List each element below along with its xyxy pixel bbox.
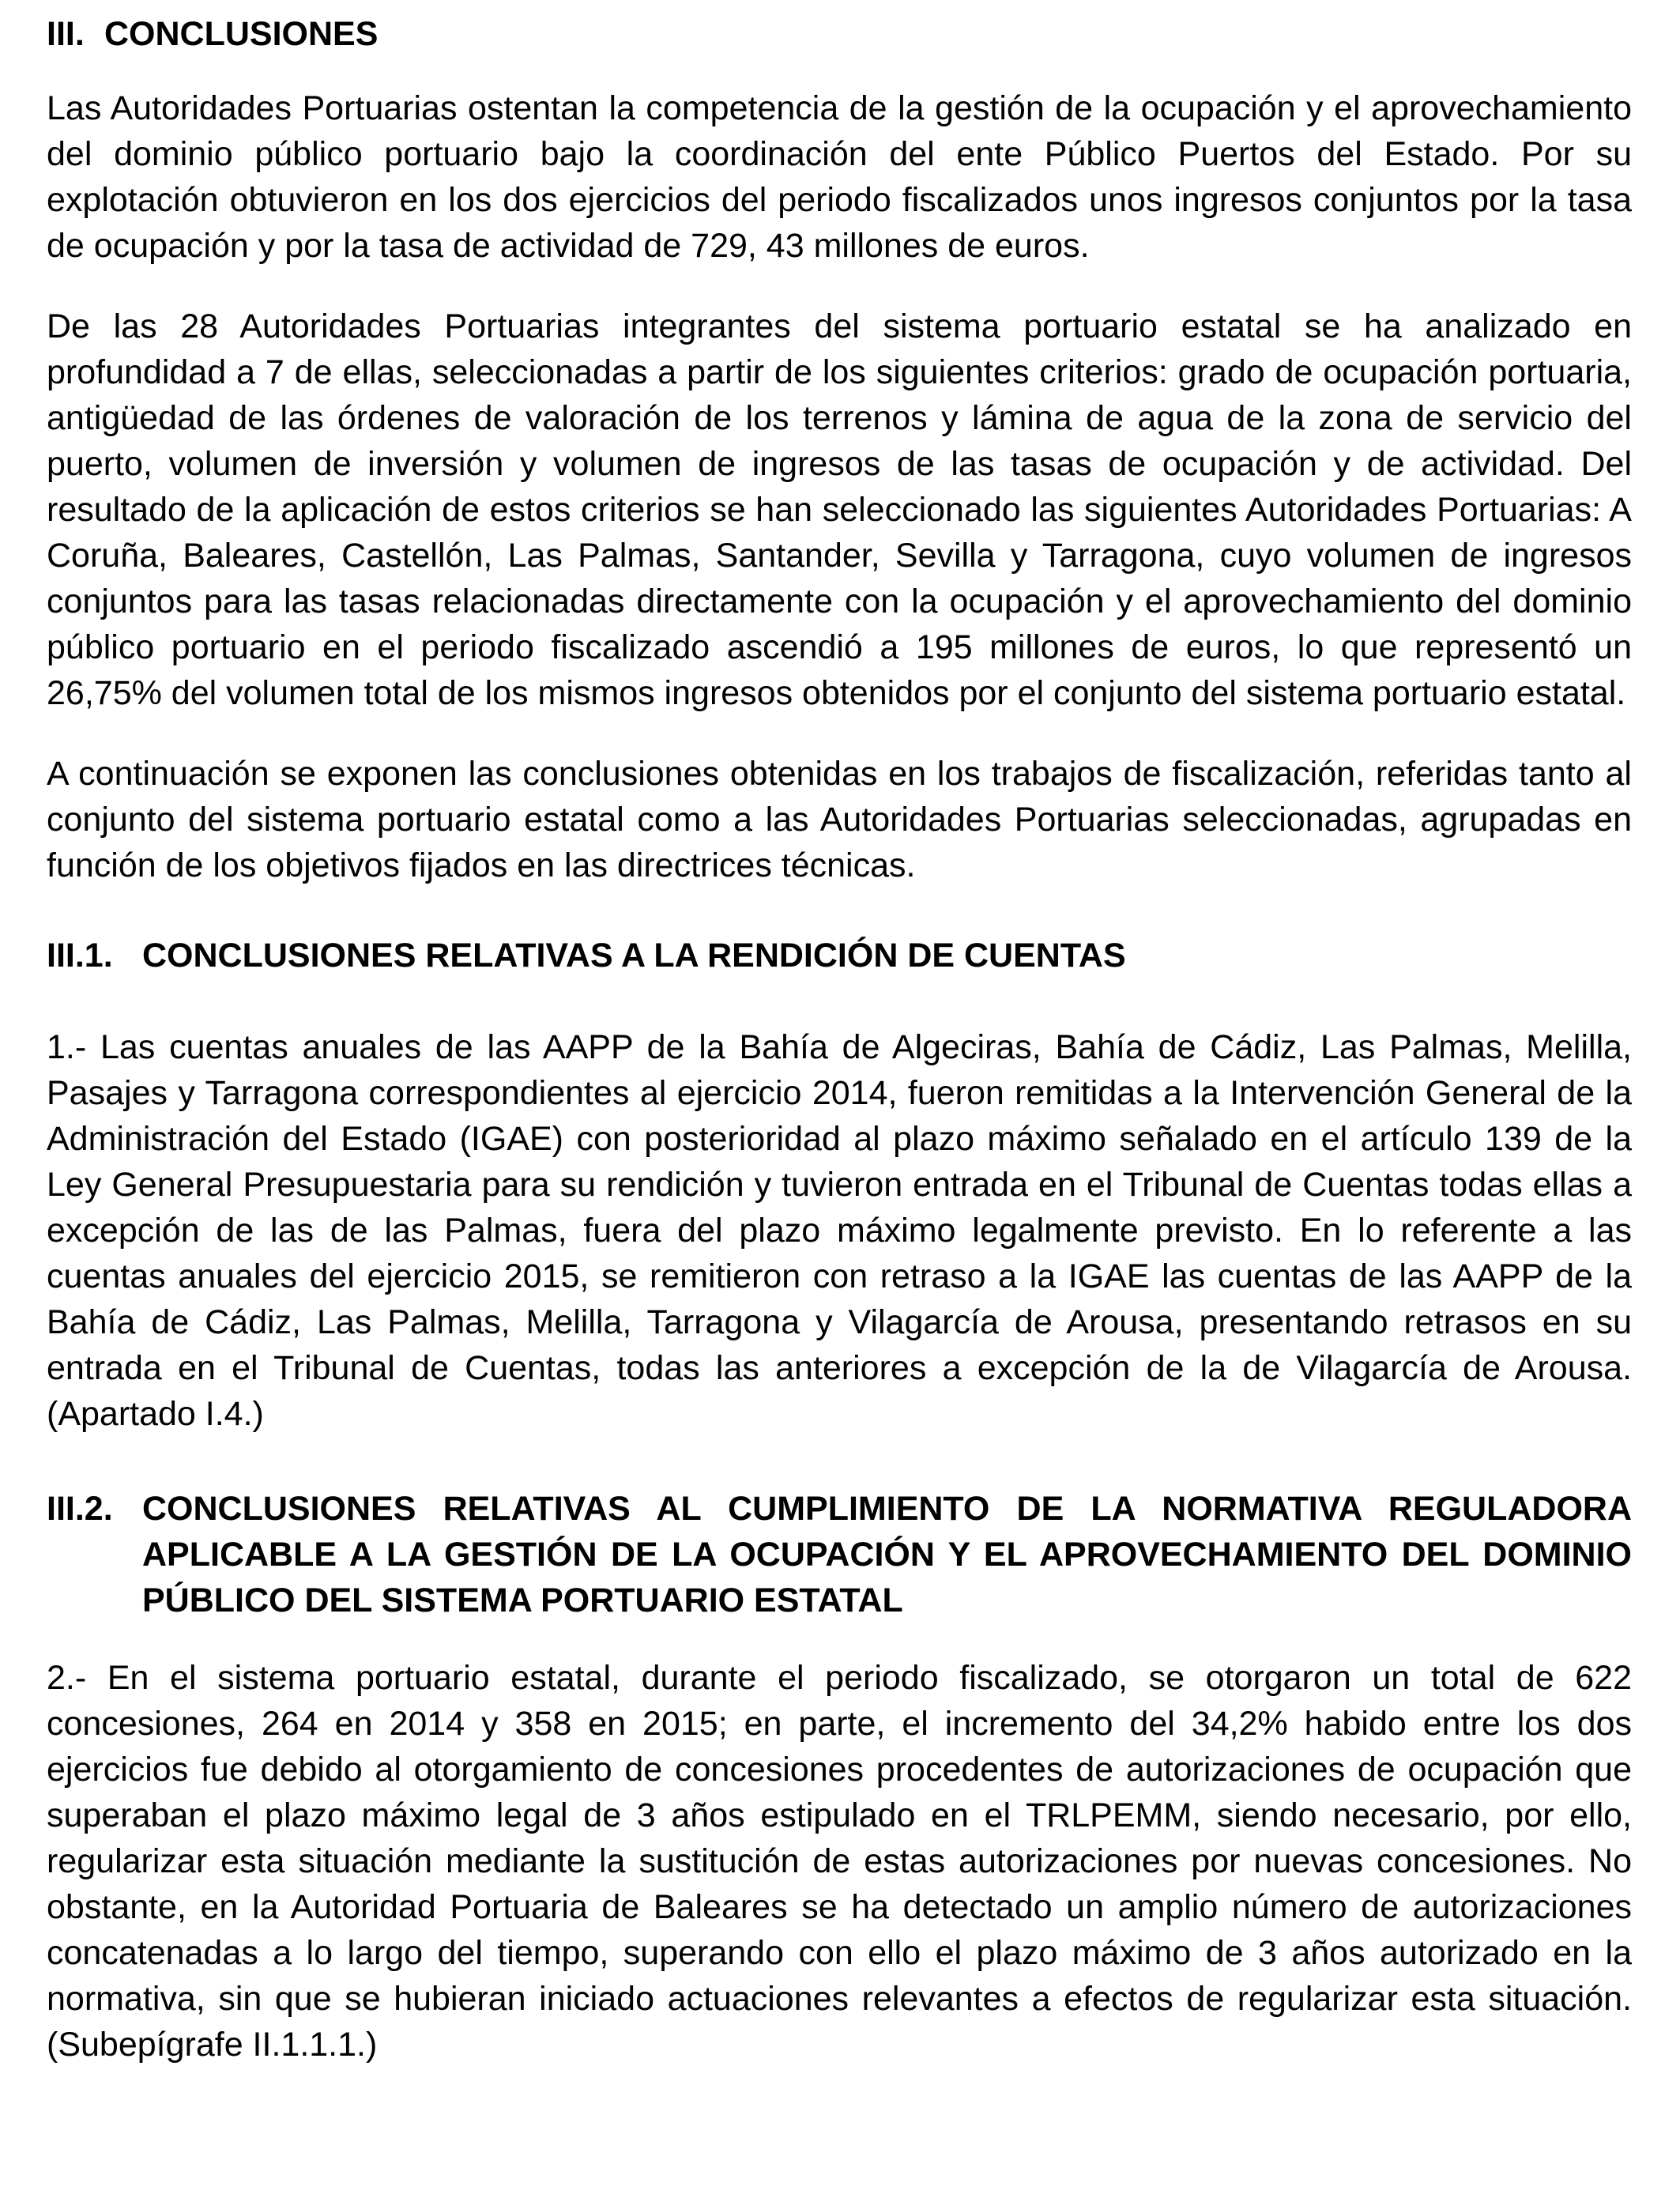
section-title: CONCLUSIONES bbox=[104, 15, 379, 53]
intro-paragraph-3: A continuación se exponen las conclusiones obtenidas en los trabajos de fiscalización, referidas tanto al conjunto del sistema portuario estatal como a las Autoridades Portuarias seleccionadas, agrupadas en función de los objetivos fijados en las directrices técnicas. bbox=[47, 755, 1632, 884]
intro-paragraph-2: De las 28 Autoridades Portuarias integrantes del sistema portuario estatal se ha analizado en profundidad a 7 de ellas, seleccionadas a partir de los siguientes criterios: grado de ocupación portuaria, antigüedad de las órdenes de valoración de los terrenos y lámina de agua de la zona de servicio del puerto, volumen de inversión y volumen de ingresos de las tasas de ocupación y de actividad. Del resultado de la aplicación de estos criterios se han seleccionado las siguientes Autoridades Portuarias: A Coruña, Baleares, Castellón, Las Palmas, Santander, Sevilla y Tarragona, cuyo volumen de ingresos conjuntos para las tasas relacionadas directamente con la ocupación y el aprovechamiento del dominio público portuario en el periodo fiscalizado ascendió a 195 millones de euros, lo que representó un 26,75% del volumen total de los mismos ingresos obtenidos por el conjunto del sistema portuario estatal. bbox=[47, 307, 1632, 712]
intro-paragraph-1: Las Autoridades Portuarias ostentan la competencia de la gestión de la ocupación y el aprovechamiento del dominio público portuario bajo la coordinación del ente Público Puertos del Estado. Por su explotación obtuvieron en los dos ejercicios del periodo fiscalizados unos ingresos conjuntos por la tasa de ocupación y por la tasa de actividad de 729, 43 millones de euros. bbox=[47, 89, 1632, 265]
subsection-number-2: III.2. bbox=[47, 1490, 113, 1528]
conclusion-paragraph-1: 1.- Las cuentas anuales de las AAPP de la Bahía de Algeciras, Bahía de Cádiz, Las Palmas, Melilla, Pasajes y Tarragona correspondientes al ejercicio 2014, fueron remitidas a la Intervención General de la Administración del Estado (IGAE) con posterioridad al plazo máximo señalado en el artículo 139 de la Ley General Presupuestaria para su rendición y tuvieron entrada en el Tribunal de Cuentas todas ellas a excepción de las de las Palmas, fuera del plazo máximo legalmente previsto. En lo referente a las cuentas anuales del ejercicio 2015, se remitieron con retraso a la IGAE las cuentas de las AAPP de la Bahía de Cádiz, Las Palmas, Melilla, Tarragona y Vilagarcía de Arousa, presentando retrasos en su entrada en el Tribunal de Cuentas, todas las anteriores a excepción de la de Vilagarcía de Arousa. (Apartado I.4.) bbox=[47, 1028, 1632, 1433]
section-number: III. bbox=[47, 15, 85, 53]
subsection-number-1: III.1. bbox=[47, 937, 113, 974]
subsection-title-1: CONCLUSIONES RELATIVAS A LA RENDICIÓN DE CUENTAS bbox=[142, 937, 1126, 974]
subsection-heading-1 bbox=[47, 933, 1632, 978]
conclusion-paragraph-2: 2.- En el sistema portuario estatal, durante el periodo fiscalizado, se otorgaron un total de 622 concesiones, 264 en 2014 y 358 en 2015; en parte, el incremento del 34,2% habido entre los dos ejercicios fue debido al otorgamiento de concesiones procedentes de autorizaciones de ocupación que superaban el plazo máximo legal de 3 años estipulado en el TRLPEMM, siendo necesario, por ello, regularizar esta situación mediante la sustitución de estas autorizaciones por nuevas concesiones. No obstante, en la Autoridad Portuaria de Baleares se ha detectado un amplio número de autorizaciones concatenadas a lo largo del tiempo, superando con ello el plazo máximo de 3 años autorizado en la normativa, sin que se hubieran iniciado actuaciones relevantes a efectos de regularizar esta situación. (Subepígrafe II.1.1.1.) bbox=[47, 1659, 1632, 2064]
document-page bbox=[47, 11, 1632, 2102]
subsection-title-2: CONCLUSIONES RELATIVAS AL CUMPLIMIENTO DE LA NORMATIVA REGULADORA APLICABLE A LA GESTIÓN DE LA OCUPACIÓN Y EL APROVECHAMIENTO DEL DOMINIO PÚBLICO DEL SISTEMA PORTUARIO ESTATAL bbox=[142, 1490, 1632, 1619]
section-heading bbox=[47, 11, 1632, 57]
subsection-heading-2 bbox=[47, 1486, 1632, 1623]
